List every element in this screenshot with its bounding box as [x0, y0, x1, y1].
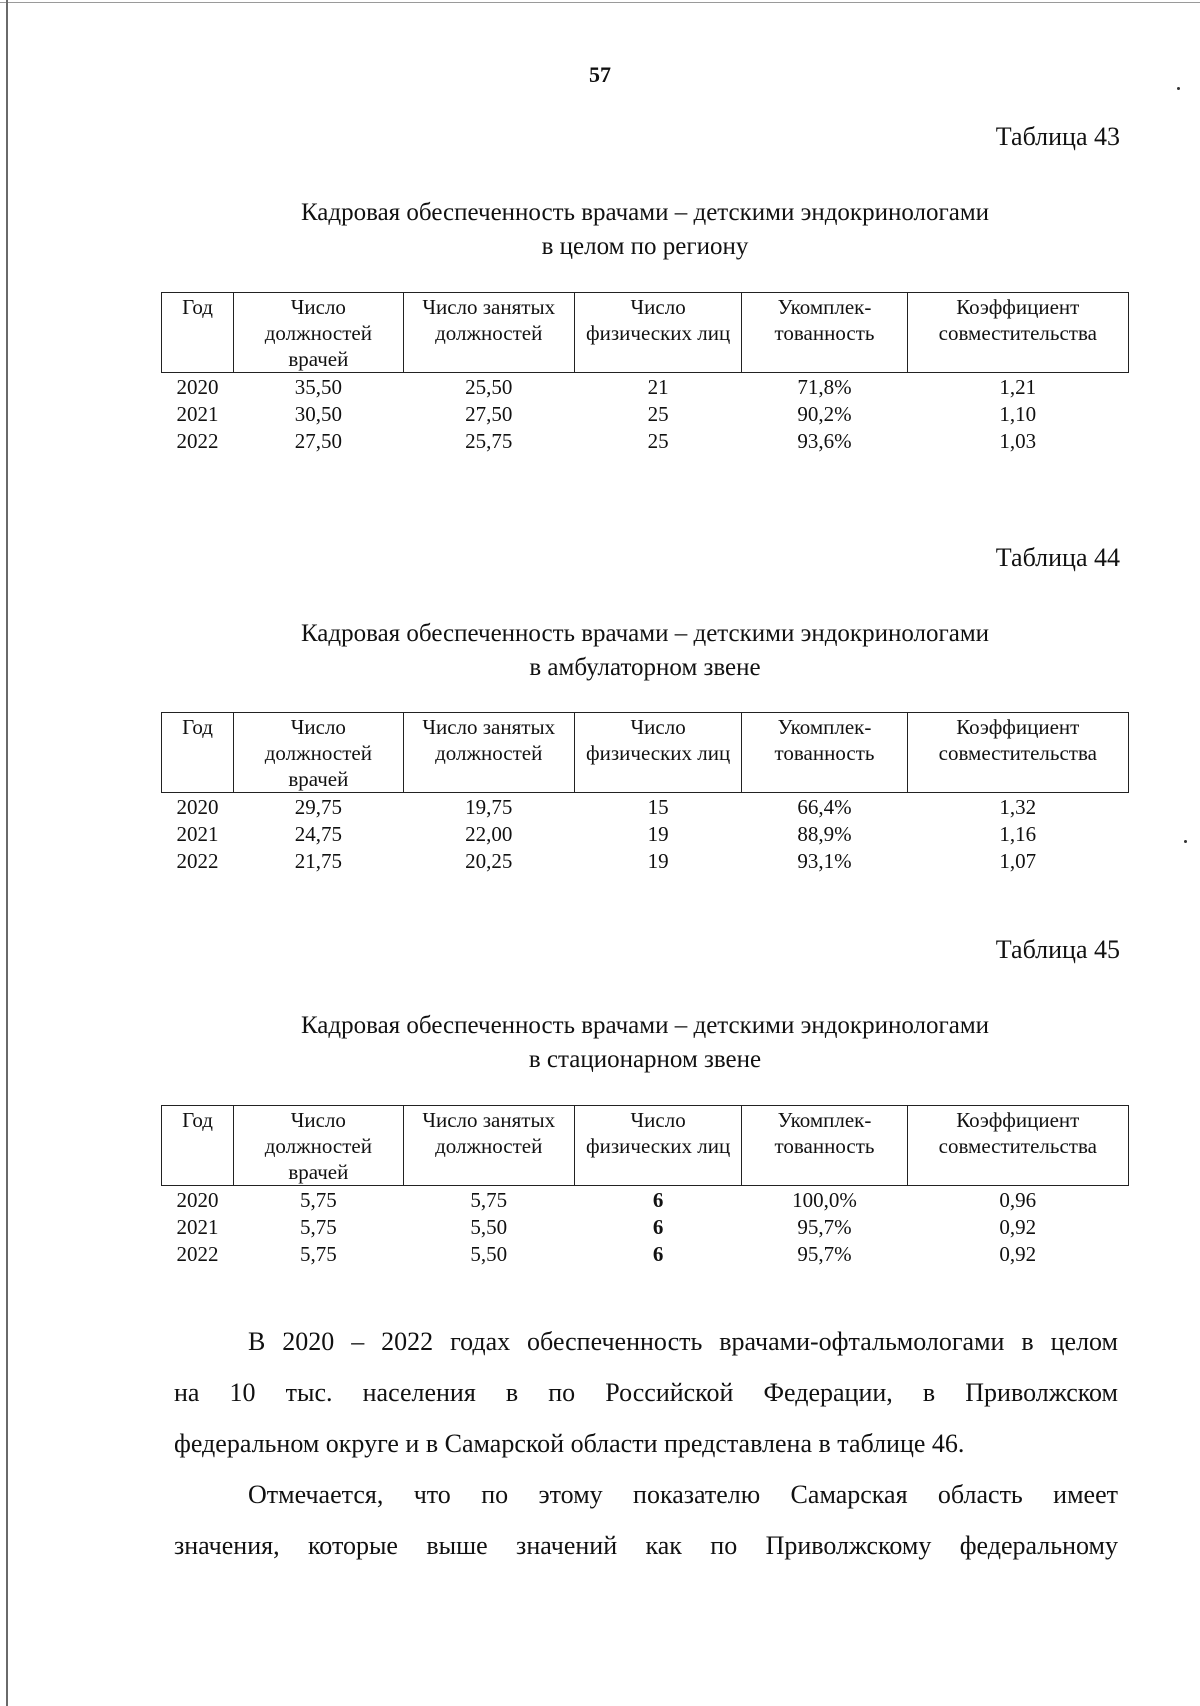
table-row [162, 820, 1129, 847]
column-header: Год [162, 293, 234, 373]
staffing-table [161, 292, 1129, 454]
body-paragraph-line: федеральном округе и в Самарской области представлена в таблице 46. [174, 1429, 965, 1458]
value-cell: 5,75 [470, 1187, 508, 1212]
value-cell: 1,16 [999, 821, 1037, 846]
value-cell: 0,92 [999, 1241, 1037, 1266]
table-label: Таблица 45 [995, 935, 1120, 964]
column-header: Год [162, 713, 234, 793]
value-cell: 29,75 [294, 794, 342, 819]
value-cell: 27,50 [294, 428, 342, 453]
table-row [162, 400, 1129, 427]
caption-line: в амбулаторном звене [529, 654, 761, 681]
staffing-table [161, 1105, 1129, 1267]
value-cell: 21,75 [294, 848, 342, 873]
year-cell: 2020 [176, 794, 219, 819]
table-row [162, 1186, 1129, 1214]
scan-speck [1184, 840, 1187, 843]
column-header: Коэффициент совместительства [907, 293, 1128, 373]
value-cell: 5,75 [299, 1214, 337, 1239]
value-cell: 1,32 [999, 794, 1037, 819]
table-caption [160, 617, 1130, 685]
table-row [162, 793, 1129, 821]
caption-line: Кадровая обеспеченность врачами – детскими эндокринологами [300, 1012, 990, 1039]
value-cell: 19,75 [465, 794, 513, 819]
value-cell: 15 [647, 794, 669, 819]
scan-edge-left [6, 0, 8, 1706]
value-cell: 88,9% [797, 821, 852, 846]
value-cell: 5,75 [299, 1187, 337, 1212]
year-cell: 2022 [176, 428, 219, 453]
column-header: Число занятых должностей [403, 713, 574, 793]
year-cell: 2020 [176, 374, 219, 399]
caption-line: Кадровая обеспеченность врачами – детскими эндокринологами [300, 199, 990, 226]
value-cell: 25 [647, 428, 669, 453]
value-cell: 21 [647, 374, 669, 399]
value-cell: 1,10 [999, 401, 1037, 426]
table-row [162, 1213, 1129, 1240]
column-header: Укомплек-тованность [742, 1106, 907, 1186]
column-header: Коэффициент совместительства [907, 1106, 1128, 1186]
value-cell: 5,50 [470, 1214, 508, 1239]
scan-speck [1177, 87, 1180, 90]
header-row [162, 713, 1129, 793]
column-header: Укомплек-тованность [742, 293, 907, 373]
table-header [162, 1106, 1129, 1186]
table-caption [160, 1009, 1130, 1077]
value-cell: 19 [647, 821, 669, 846]
value-cell: 25 [647, 401, 669, 426]
table-caption [160, 196, 1130, 264]
column-header: Число должностей врачей [234, 1106, 403, 1186]
value-cell: 1,03 [999, 428, 1037, 453]
table-header [162, 713, 1129, 793]
page-number: 57 [589, 62, 611, 87]
table-row [162, 373, 1129, 401]
value-cell: 25,75 [465, 428, 513, 453]
table-row [162, 427, 1129, 454]
body-paragraph-line: Отмечается, что по этому показателю Самарская область имеет [248, 1480, 1118, 1509]
year-cell: 2022 [176, 848, 219, 873]
table-header [162, 293, 1129, 373]
column-header: Число физических лиц [574, 713, 742, 793]
scan-edge-top [0, 2, 1200, 3]
value-cell: 19 [647, 848, 669, 873]
table-body [162, 373, 1129, 455]
column-header: Число физических лиц [574, 1106, 742, 1186]
body-paragraph-line: В 2020 – 2022 годах обеспеченность врачами-офтальмологами в целом [248, 1327, 1118, 1356]
value-cell: 6 [652, 1241, 664, 1266]
value-cell: 0,92 [999, 1214, 1037, 1239]
value-cell: 71,8% [797, 374, 852, 399]
value-cell: 95,7% [797, 1241, 852, 1266]
column-header: Число должностей врачей [234, 293, 403, 373]
table-row [162, 1240, 1129, 1267]
value-cell: 95,7% [797, 1214, 852, 1239]
value-cell: 24,75 [294, 821, 342, 846]
staffing-table [161, 712, 1129, 874]
year-cell: 2021 [176, 1214, 219, 1239]
value-cell: 25,50 [465, 374, 513, 399]
table-label: Таблица 44 [995, 543, 1120, 572]
column-header: Коэффициент совместительства [907, 713, 1128, 793]
caption-line: Кадровая обеспеченность врачами – детскими эндокринологами [300, 620, 990, 647]
body-paragraph-line: значения, которые выше значений как по Приволжскому федеральному [174, 1531, 1118, 1560]
value-cell: 1,21 [999, 374, 1037, 399]
year-cell: 2021 [176, 401, 219, 426]
value-cell: 22,00 [465, 821, 513, 846]
value-cell: 66,4% [797, 794, 852, 819]
value-cell: 93,6% [797, 428, 852, 453]
value-cell: 5,50 [470, 1241, 508, 1266]
column-header: Число занятых должностей [403, 293, 574, 373]
year-cell: 2020 [176, 1187, 219, 1212]
value-cell: 5,75 [299, 1241, 337, 1266]
value-cell: 6 [652, 1214, 664, 1239]
header-row [162, 1106, 1129, 1186]
column-header: Число должностей врачей [234, 713, 403, 793]
value-cell: 6 [652, 1187, 664, 1212]
value-cell: 93,1% [797, 848, 852, 873]
value-cell: 30,50 [294, 401, 342, 426]
table-body [162, 1186, 1129, 1268]
caption-line: в целом по региону [541, 233, 749, 260]
value-cell: 0,96 [999, 1187, 1037, 1212]
caption-line: в стационарном звене [528, 1046, 762, 1073]
column-header: Число занятых должностей [403, 1106, 574, 1186]
body-paragraph-line: на 10 тыс. населения в по Российской Федерации, в Приволжском [174, 1378, 1118, 1407]
column-header: Число физических лиц [574, 293, 742, 373]
value-cell: 20,25 [465, 848, 513, 873]
column-header: Укомплек-тованность [742, 713, 907, 793]
table-row [162, 847, 1129, 874]
value-cell: 27,50 [465, 401, 513, 426]
table-label: Таблица 43 [995, 122, 1120, 151]
table-body [162, 793, 1129, 875]
column-header: Год [162, 1106, 234, 1186]
value-cell: 100,0% [792, 1187, 857, 1212]
year-cell: 2022 [176, 1241, 219, 1266]
value-cell: 35,50 [294, 374, 342, 399]
value-cell: 1,07 [999, 848, 1037, 873]
year-cell: 2021 [176, 821, 219, 846]
header-row [162, 293, 1129, 373]
value-cell: 90,2% [797, 401, 852, 426]
